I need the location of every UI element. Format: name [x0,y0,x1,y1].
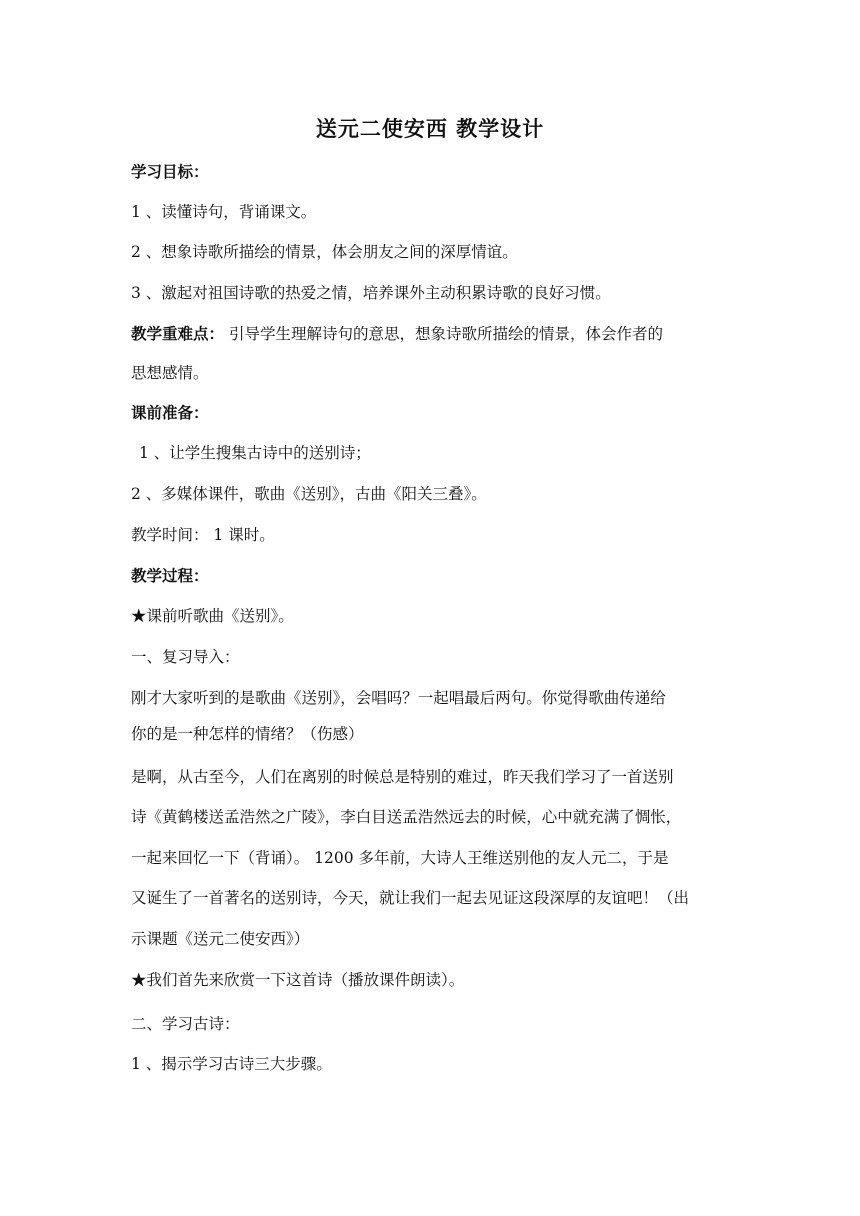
paragraph-line: 一起来回忆一下（背诵）。 1200 多年前，大诗人王维送别他的友人元二，于是 [131,849,669,867]
paragraph-line: 你的是一种怎样的情绪？（伤感） [131,725,364,743]
prep-heading: 课前准备： [131,403,209,422]
pre-class-note: ★课前听歌曲《送别》。 [131,607,294,625]
key-points-label: 教学重难点： [131,324,225,343]
objective-item: 1 、读懂诗句，背诵课文。 [131,203,317,221]
process-heading: 教学过程： [131,566,209,585]
key-points-text: 引导学生理解诗句的意思，想象诗歌所描绘的情景，体会作者的 [224,325,663,343]
step-item: 1 、揭示学习古诗三大步骤。 [131,1055,332,1073]
section-heading: 二、学习古诗： [131,1015,240,1033]
teaching-time: 教学时间： 1 课时。 [131,526,275,544]
objective-item: 2 、想象诗歌所描绘的情景，体会朋友之间的深厚情谊。 [131,243,518,261]
paragraph-line: 刚才大家听到的是歌曲《送别》，会唱吗？一起唱最后两句。你觉得歌曲传递给 [131,689,666,707]
appreciate-note: ★我们首先来欣赏一下这首诗（播放课件朗读）。 [131,971,465,989]
objective-item: 3 、激起对祖国诗歌的热爱之情，培养课外主动积累诗歌的良好习惯。 [131,284,611,302]
paragraph-line: 诗《黄鹤楼送孟浩然之广陵》，李白目送孟浩然远去的时候，心中就充满了惆怅， [131,808,682,826]
prep-item: 1 、让学生搜集古诗中的送别诗； [139,444,371,462]
paragraph-line: 示课题《送元二使安西》） [131,930,310,948]
section-heading: 一、复习导入： [131,648,240,666]
objectives-heading: 学习目标： [131,162,209,181]
paragraph-line: 是啊，从古至今，人们在离别的时候总是特别的难过，昨天我们学习了一首送别 [131,768,674,786]
prep-item: 2 、多媒体课件，歌曲《送别》，古曲《阳关三叠》。 [131,485,487,503]
key-points-paragraph [131,322,731,346]
paragraph-line: 又诞生了一首著名的送别诗，今天，就让我们一起去见证这段深厚的友谊吧！（出 [131,889,690,907]
key-points-text-cont: 思想感情。 [131,364,209,382]
page-title: 送元二使安西 教学设计 [315,116,545,141]
